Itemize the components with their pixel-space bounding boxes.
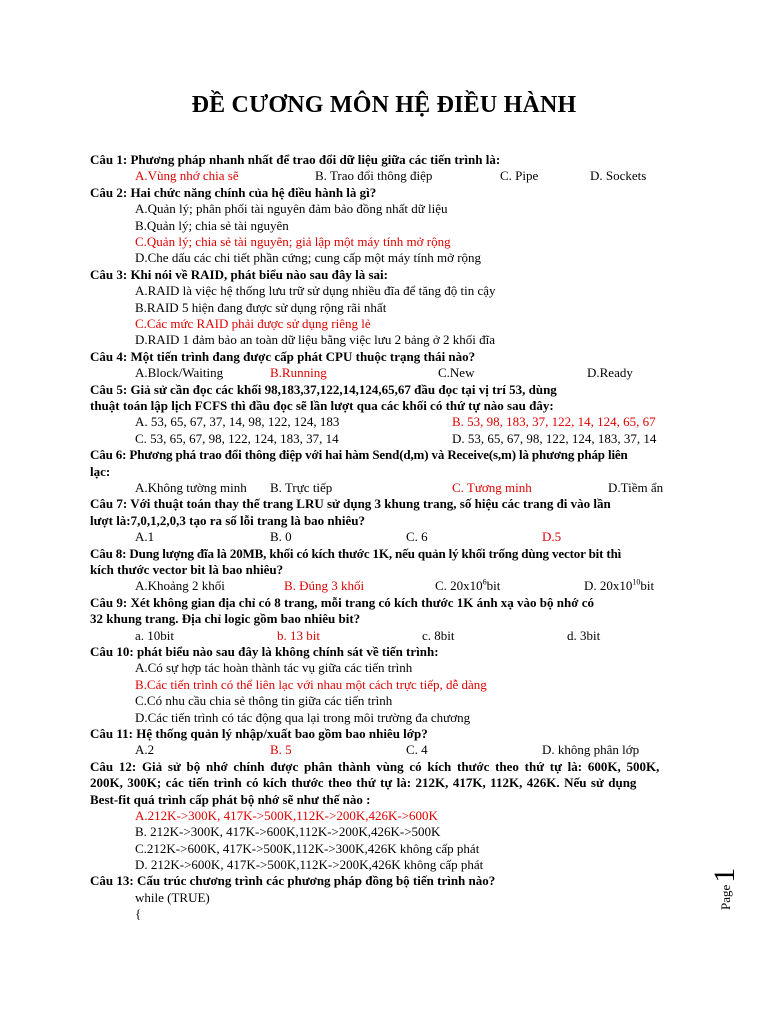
answer-d: D.Ready bbox=[587, 365, 633, 381]
answer-d: D. 212K->600K, 417K->500K,112K->200K,426K không cấp phát bbox=[135, 857, 484, 873]
answer-c: C.Quản lý; chia sẻ tài nguyên; giả lập một máy tính mở rộng bbox=[135, 233, 451, 249]
question-5-line-2: thuật toán lập lịch FCFS thì đầu đọc sẽ lần lượt qua các khối có thứ tự nào sau đây: bbox=[90, 397, 554, 413]
question-13: Câu 13: Cấu trúc chương trình các phương pháp đồng bộ tiến trình nào? bbox=[90, 873, 496, 889]
answer-d: D.RAID 1 đảm bảo an toàn dữ liệu bằng việc lưu 2 bảng ở 2 khối đĩa bbox=[135, 332, 495, 348]
answer-d bbox=[584, 578, 654, 594]
answer-b: B. Trao đổi thông điệp bbox=[315, 168, 433, 184]
answer-a: A.Có sự hợp tác hoàn thành tác vụ giữa các tiến trình bbox=[135, 660, 413, 676]
question-5-line-1: Câu 5: Giả sử cần đọc các khối 98,183,37,122,14,124,65,67 đầu đọc tại vị trí 53, dùng bbox=[90, 381, 557, 397]
answer-b: B.Running bbox=[270, 365, 327, 381]
question-11: Câu 11: Hệ thống quản lý nhập/xuất bao gồm bao nhiêu lớp? bbox=[90, 725, 428, 741]
answer-c-exponent: 6 bbox=[482, 578, 487, 588]
answer-d: D.Các tiến trình có tác động qua lại trong môi trường đa chương bbox=[135, 709, 471, 725]
question-4: Câu 4: Một tiến trình đang được cấp phát CPU thuộc trạng thái nào? bbox=[90, 348, 476, 364]
question-3: Câu 3: Khi nói về RAID, phát biểu nào sau đây là sai: bbox=[90, 266, 388, 282]
question-list bbox=[90, 152, 684, 923]
answer-row bbox=[90, 578, 684, 594]
answer-b: B. 0 bbox=[270, 529, 292, 545]
answer-b: B. 212K->300K, 417K->600K,112K->200K,426K->500K bbox=[135, 824, 441, 840]
question-9-line-1: Câu 9: Xét không gian địa chỉ có 8 trang, mỗi trang có kích thước 1K ánh xạ vào bộ nhớ có bbox=[90, 594, 594, 610]
answer-row bbox=[90, 168, 684, 184]
question-7-line-2: lượt là:7,0,1,2,0,3 tạo ra số lỗi trang là bao nhiêu? bbox=[90, 512, 366, 528]
question-12-line-2: 200K, 300K; các tiến trình có kích thước theo thứ tự là: 212K, 417K, 112K, 426K. Nếu sử dụng bbox=[90, 775, 637, 791]
answer-c: C.212K->600K, 417K->500K,112K->300K,426K không cấp phát bbox=[135, 840, 480, 856]
answer-row bbox=[90, 628, 684, 644]
question-6-line-1: Câu 6: Phương phá trao đổi thông điệp với hai hàm Send(d,m) và Receive(s,m) là phương pháp liên bbox=[90, 447, 628, 463]
page-title: ĐỀ CƯƠNG MÔN HỆ ĐIỀU HÀNH bbox=[191, 92, 577, 118]
answer-b: B.Các tiến trình có thể liên lạc với nhau một cách trực tiếp, dễ dàng bbox=[135, 676, 487, 692]
question-8-line-2: kích thước vector bit là bao nhiêu? bbox=[90, 561, 284, 577]
answer-b: B.Quản lý; chia sẻ tài nguyên bbox=[135, 217, 289, 233]
answer-b: B. Trực tiếp bbox=[270, 479, 333, 495]
question-6-line-2: lạc: bbox=[90, 463, 111, 479]
answer-row bbox=[90, 431, 684, 447]
answer-row bbox=[90, 365, 684, 381]
answer-a: A.212K->300K, 417K->500K,112K->200K,426K->600K bbox=[135, 807, 438, 823]
page-number: 1 bbox=[708, 867, 741, 883]
question-12-line-1: Câu 12: Giả sử bộ nhớ chính được phân thành vùng có kích thước theo thứ tự là: 600K, 500K, bbox=[90, 758, 660, 774]
answer-c: c. 8bit bbox=[422, 627, 455, 643]
page-label: Page bbox=[718, 884, 733, 910]
code-line: { bbox=[135, 906, 142, 922]
answer-d: D. Sockets bbox=[590, 168, 647, 184]
answer-d: D.5 bbox=[542, 529, 562, 545]
answer-a: a. 10bit bbox=[135, 627, 174, 643]
answer-b: b. 13 bit bbox=[277, 627, 320, 643]
answer-b: B.RAID 5 hiện đang được sử dụng rộng rãi nhất bbox=[135, 299, 387, 315]
answer-a: A. 53, 65, 67, 37, 14, 98, 122, 124, 183 bbox=[135, 414, 340, 430]
answer-c: C. Tương minh bbox=[452, 479, 532, 495]
answer-a: A.Vùng nhớ chia sẽ bbox=[135, 168, 239, 184]
answer-a: A.1 bbox=[135, 529, 155, 545]
answer-c: C.New bbox=[438, 365, 475, 381]
answer-d-base: D. 20x10 bbox=[584, 578, 633, 594]
answer-b: B. 53, 98, 183, 37, 122, 14, 124, 65, 67 bbox=[452, 414, 656, 430]
answer-d: D. không phân lớp bbox=[542, 742, 640, 758]
answer-a: A.Quản lý; phân phối tài nguyên đảm bảo đồng nhất dữ liệu bbox=[135, 201, 448, 217]
question-12-line-3: Best-fit quá trình cấp phát bộ nhớ sẽ như thế nào : bbox=[90, 791, 371, 807]
code-line: while (TRUE) bbox=[135, 889, 210, 905]
answer-a: A.Không tường minh bbox=[135, 479, 247, 495]
answer-c-unit: bit bbox=[486, 578, 501, 594]
answer-b: B. 5 bbox=[270, 742, 292, 758]
answer-c bbox=[435, 578, 500, 594]
answer-b: B. Đúng 3 khối bbox=[284, 578, 365, 594]
answer-d-unit: bit bbox=[640, 578, 655, 594]
answer-a: A.RAID là việc hệ thống lưu trữ sử dụng nhiều đĩa để tăng độ tin cậy bbox=[135, 283, 496, 299]
answer-d-exponent: 10 bbox=[632, 578, 641, 588]
answer-d: d. 3bit bbox=[567, 627, 601, 643]
answer-c: C.Các mức RAID phải được sử dụng riêng lẻ bbox=[135, 315, 371, 331]
answer-d: D.Tiềm ẩn bbox=[608, 479, 664, 495]
question-2: Câu 2: Hai chức năng chính của hệ điều hành là gì? bbox=[90, 184, 377, 200]
answer-a: A.2 bbox=[135, 742, 155, 758]
answer-c: C. 4 bbox=[406, 742, 428, 758]
question-10: Câu 10: phát biểu nào sau đây là không chính sát về tiến trình: bbox=[90, 643, 439, 659]
answer-c: C. Pipe bbox=[500, 168, 539, 184]
page-footer bbox=[708, 868, 742, 910]
question-1: Câu 1: Phương pháp nhanh nhất để trao đổi dữ liệu giữa các tiến trình là: bbox=[90, 152, 501, 167]
answer-row bbox=[90, 529, 684, 545]
answer-c: C. 6 bbox=[406, 529, 428, 545]
answer-c-base: C. 20x10 bbox=[435, 578, 483, 594]
answer-d: D.Che dấu các chi tiết phần cứng; cung cấp một máy tính mở rộng bbox=[135, 250, 482, 266]
answer-c: C.Có nhu cầu chia sẻ thông tin giữa các tiến trình bbox=[135, 693, 393, 709]
answer-row bbox=[90, 414, 684, 430]
question-7-line-1: Câu 7: Với thuật toán thay thế trang LRU sử dụng 3 khung trang, số hiệu các trang đi vào lần bbox=[90, 496, 611, 512]
answer-d: D. 53, 65, 67, 98, 122, 124, 183, 37, 14 bbox=[452, 430, 657, 446]
answer-a: A.Block/Waiting bbox=[135, 365, 224, 381]
answer-a: A.Khoảng 2 khối bbox=[135, 578, 225, 594]
answer-c: C. 53, 65, 67, 98, 122, 124, 183, 37, 14 bbox=[135, 430, 339, 446]
question-8-line-1: Câu 8: Dung lượng đĩa là 20MB, khối có kích thước 1K, nếu quản lý khối trống dùng vector bit thì bbox=[90, 545, 622, 561]
question-9-line-2: 32 khung trang. Địa chỉ logic gồm bao nhiêu bit? bbox=[90, 611, 361, 627]
answer-row bbox=[90, 742, 684, 758]
answer-row bbox=[90, 480, 684, 496]
